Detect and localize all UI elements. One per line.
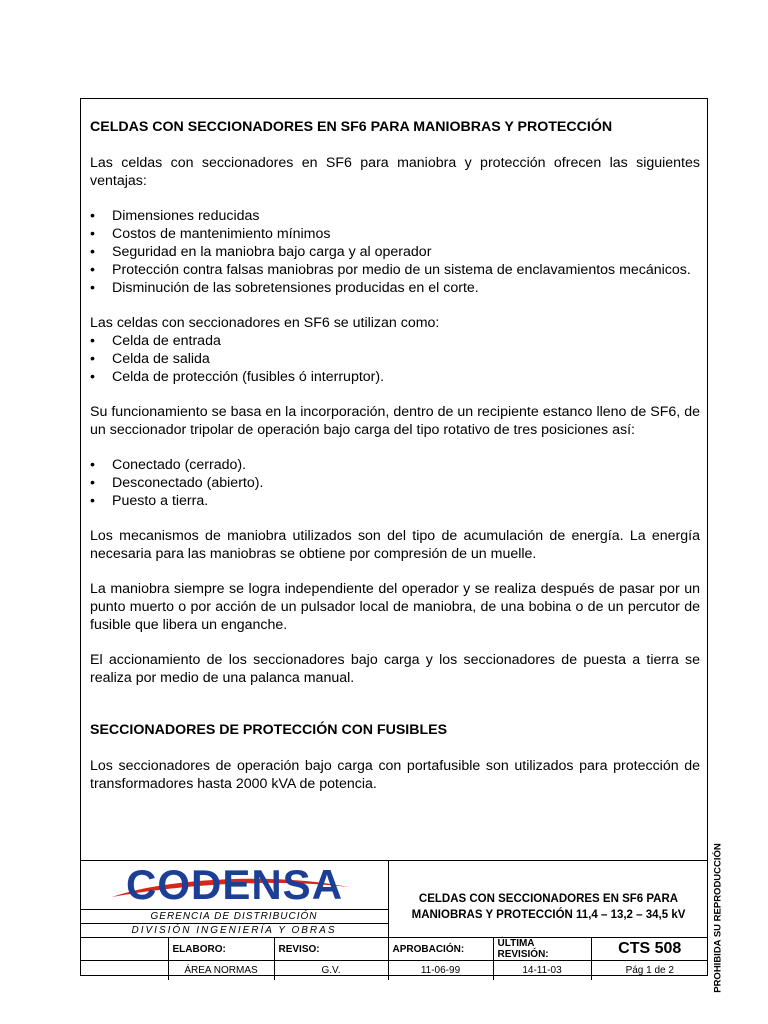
elaboro-value: ÁREA NORMAS xyxy=(168,961,274,981)
reviso-value: G.V. xyxy=(274,961,388,981)
aprobacion-value: 11-06-99 xyxy=(388,961,493,981)
company-logo xyxy=(80,861,388,909)
list-item: • Celda de entrada xyxy=(90,332,700,350)
list-item: • Conectado (cerrado). xyxy=(90,456,700,474)
list-item: • Seguridad en la maniobra bajo carga y al operador xyxy=(90,243,700,261)
maneuver-paragraph: La maniobra siempre se logra independiente del operador y se realiza después de pasar por un punto muerto o por acción de un pulsador local de maniobra, de una bobina o de un percutor de fusible que libera un enganche. xyxy=(90,581,700,633)
elaboro-header: ELABORO: xyxy=(168,938,274,961)
list-item: • Protección contra falsas maniobras por medio de un sistema de enclavamientos mecánicos. xyxy=(90,261,700,279)
document-footer xyxy=(80,860,708,976)
logo-wordmark: CODENSA xyxy=(126,861,344,908)
document-code: CTS 508 xyxy=(591,938,708,961)
page-number: Pág 1 de 2 xyxy=(591,961,708,981)
reviso-header: REVISO: xyxy=(274,938,388,961)
aprobacion-header: APROBACIÓN: xyxy=(388,938,493,961)
uses-intro: Las celdas con seccionadores en SF6 se utilizan como: xyxy=(90,315,440,331)
document-body xyxy=(90,118,700,793)
division-label: DIVISIÓN INGENIERÍA Y OBRAS xyxy=(80,923,388,938)
advantages-list xyxy=(90,207,700,297)
revision-table xyxy=(80,937,708,980)
list-item: • Dimensiones reducidas xyxy=(90,207,700,225)
section-title: SECCIONADORES DE PROTECCIÓN CON FUSIBLES xyxy=(90,722,448,738)
list-item: • Puesto a tierra. xyxy=(90,492,700,510)
list-item: • Disminución de las sobretensiones producidas en el corte. xyxy=(90,279,700,297)
fuses-paragraph: Los seccionadores de operación bajo carga con portafusible son utilizados para protección de transformadores hasta 2000 kVA de potencia. xyxy=(90,758,700,792)
gerencia-label: GERENCIA DE DISTRIBUCIÓN xyxy=(80,909,388,924)
operation-paragraph: Su funcionamiento se basa en la incorporación, dentro de un recipiente estanco lleno de SF6, de un seccionador tripolar de operación bajo carga del tipo rotativo de tres posiciones así: xyxy=(90,404,700,438)
uses-list xyxy=(90,332,700,386)
document-title: CELDAS CON SECCIONADORES EN SF6 PARA MANIOBRAS Y PROTECCIÓN 11,4 – 13,2 – 34,5 kV xyxy=(388,861,708,937)
intro-paragraph: Las celdas con seccionadores en SF6 para maniobra y protección ofrecen las siguientes ventajas: xyxy=(90,155,700,189)
section-title: CELDAS CON SECCIONADORES EN SF6 PARA MANIOBRAS Y PROTECCIÓN xyxy=(90,119,613,135)
list-item: • Costos de mantenimiento mínimos xyxy=(90,225,700,243)
actuation-paragraph: El accionamiento de los seccionadores bajo carga y los seccionadores de puesta a tierra se realiza por medio de una palanca manual. xyxy=(90,652,700,686)
ultima-revision-value: 14-11-03 xyxy=(493,961,591,981)
reproduction-stamp: PROHIBIDA SU REPRODUCCIÓN xyxy=(712,843,724,993)
positions-list xyxy=(90,456,700,510)
list-item: • Celda de protección (fusibles ó interruptor). xyxy=(90,368,700,386)
ultima-revision-header: ÚLTIMA REVISIÓN: xyxy=(493,938,591,961)
list-item: • Desconectado (abierto). xyxy=(90,474,700,492)
list-item: • Celda de salida xyxy=(90,350,700,368)
mechanisms-paragraph: Los mecanismos de maniobra utilizados son del tipo de acumulación de energía. La energía necesaria para las maniobras se obtiene por compresión de un muelle. xyxy=(90,528,700,562)
